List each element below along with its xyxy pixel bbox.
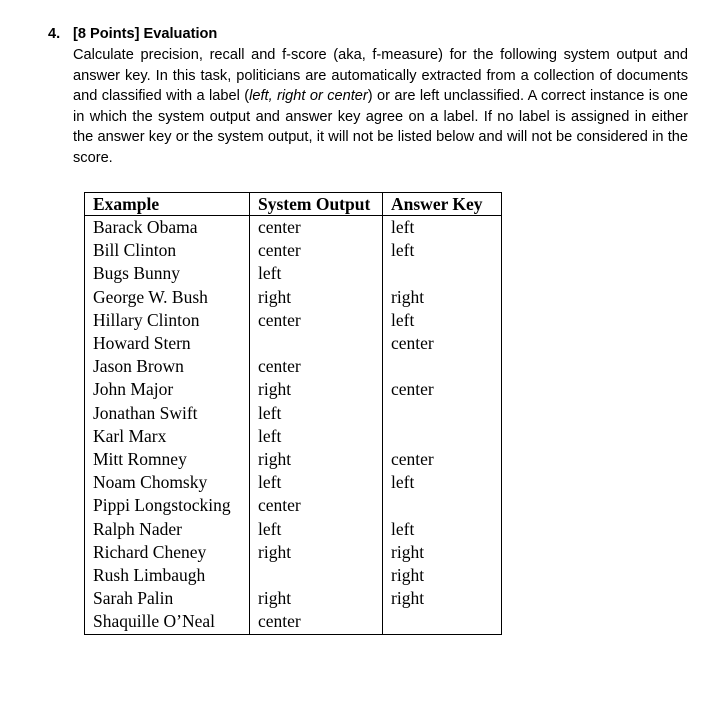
answer-key-cell bbox=[383, 355, 502, 378]
system-output-cell bbox=[250, 564, 383, 587]
table-row bbox=[85, 587, 502, 610]
table-row bbox=[85, 262, 502, 285]
system-output-cell: right bbox=[250, 378, 383, 401]
answer-key-cell: left bbox=[383, 471, 502, 494]
evaluation-table bbox=[84, 192, 502, 635]
system-output-cell: left bbox=[250, 402, 383, 425]
system-output-cell: center bbox=[250, 610, 383, 634]
table-row bbox=[85, 518, 502, 541]
table-row bbox=[85, 216, 502, 240]
answer-key-cell bbox=[383, 610, 502, 634]
example-cell: John Major bbox=[85, 378, 250, 401]
system-output-cell bbox=[250, 332, 383, 355]
description-part-2: ) or are left unclassified. A correct instance is one in which the system output and answer key agree on a label. If no label is assigned in either the answer key or the system output, it will not be listed below and will not be considered in the score. bbox=[73, 88, 688, 166]
system-output-cell: right bbox=[250, 587, 383, 610]
table-row bbox=[85, 286, 502, 309]
table-body bbox=[85, 216, 502, 635]
table-header-row bbox=[85, 193, 502, 216]
system-output-cell: center bbox=[250, 355, 383, 378]
system-output-cell: left bbox=[250, 262, 383, 285]
answer-key-cell: center bbox=[383, 448, 502, 471]
table-row bbox=[85, 355, 502, 378]
answer-key-cell: right bbox=[383, 286, 502, 309]
example-cell: George W. Bush bbox=[85, 286, 250, 309]
answer-key-cell bbox=[383, 425, 502, 448]
example-cell: Karl Marx bbox=[85, 425, 250, 448]
header-example: Example bbox=[85, 193, 250, 216]
answer-key-cell: left bbox=[383, 309, 502, 332]
system-output-cell: center bbox=[250, 309, 383, 332]
question-description bbox=[73, 45, 688, 169]
table-row bbox=[85, 332, 502, 355]
answer-key-cell bbox=[383, 494, 502, 517]
answer-key-cell: right bbox=[383, 587, 502, 610]
question-title: [8 Points] Evaluation bbox=[73, 26, 218, 42]
example-cell: Shaquille O’Neal bbox=[85, 610, 250, 634]
answer-key-cell: right bbox=[383, 541, 502, 564]
answer-key-cell bbox=[383, 402, 502, 425]
answer-key-cell: left bbox=[383, 239, 502, 262]
table-row bbox=[85, 309, 502, 332]
table-row bbox=[85, 471, 502, 494]
system-output-cell: right bbox=[250, 448, 383, 471]
label-options: left, right or center bbox=[249, 88, 368, 105]
example-cell: Ralph Nader bbox=[85, 518, 250, 541]
answer-key-cell: center bbox=[383, 332, 502, 355]
answer-key-cell: left bbox=[383, 216, 502, 240]
question-heading bbox=[48, 24, 688, 44]
system-output-cell: left bbox=[250, 425, 383, 448]
example-cell: Hillary Clinton bbox=[85, 309, 250, 332]
example-cell: Jonathan Swift bbox=[85, 402, 250, 425]
example-cell: Sarah Palin bbox=[85, 587, 250, 610]
system-output-cell: left bbox=[250, 471, 383, 494]
table-row bbox=[85, 494, 502, 517]
example-cell: Pippi Longstocking bbox=[85, 494, 250, 517]
answer-key-cell: left bbox=[383, 518, 502, 541]
system-output-cell: center bbox=[250, 216, 383, 240]
table-row bbox=[85, 448, 502, 471]
table-row bbox=[85, 402, 502, 425]
system-output-cell: right bbox=[250, 286, 383, 309]
system-output-cell: left bbox=[250, 518, 383, 541]
table-row bbox=[85, 239, 502, 262]
system-output-cell: right bbox=[250, 541, 383, 564]
example-cell: Noam Chomsky bbox=[85, 471, 250, 494]
header-answer-key: Answer Key bbox=[383, 193, 502, 216]
answer-key-cell: center bbox=[383, 378, 502, 401]
example-cell: Richard Cheney bbox=[85, 541, 250, 564]
question-number: 4. bbox=[48, 26, 61, 42]
answer-key-cell bbox=[383, 262, 502, 285]
example-cell: Jason Brown bbox=[85, 355, 250, 378]
example-cell: Mitt Romney bbox=[85, 448, 250, 471]
example-cell: Bugs Bunny bbox=[85, 262, 250, 285]
example-cell: Barack Obama bbox=[85, 216, 250, 240]
example-cell: Rush Limbaugh bbox=[85, 564, 250, 587]
answer-key-cell: right bbox=[383, 564, 502, 587]
table-row bbox=[85, 378, 502, 401]
system-output-cell: center bbox=[250, 239, 383, 262]
table-row bbox=[85, 564, 502, 587]
table-row bbox=[85, 610, 502, 634]
system-output-cell: center bbox=[250, 494, 383, 517]
table-row bbox=[85, 425, 502, 448]
problem-statement bbox=[48, 24, 688, 169]
header-system-output: System Output bbox=[250, 193, 383, 216]
description-part-1: Calculate precision, recall and f-score (aka, f-measure) for the following system output and answer key. In this task, politicians are automatically extracted from a collection of documents and classified with a label ( bbox=[73, 47, 688, 105]
example-cell: Howard Stern bbox=[85, 332, 250, 355]
table-row bbox=[85, 541, 502, 564]
example-cell: Bill Clinton bbox=[85, 239, 250, 262]
